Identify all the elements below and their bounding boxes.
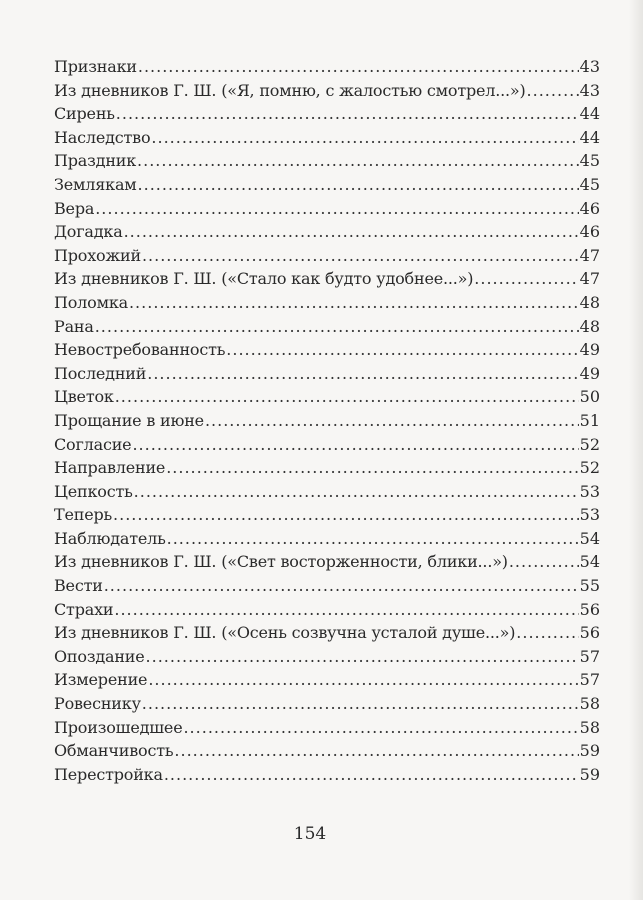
toc-entry-page: 59	[579, 764, 600, 784]
toc-entry	[54, 480, 600, 504]
toc-entry-page: 59	[579, 741, 600, 761]
toc-entry	[54, 621, 600, 645]
dot-leader	[527, 79, 579, 103]
toc-entry-page: 57	[579, 646, 600, 666]
toc-entry-title: Землякам	[54, 174, 137, 194]
toc-entry-page: 53	[579, 481, 600, 501]
toc-entry-title: Ровеснику	[54, 694, 141, 714]
toc-entry-title: Наследство	[54, 127, 151, 147]
toc-entry-page: 49	[579, 340, 600, 360]
dot-leader	[113, 503, 579, 527]
toc-entry-title: Прохожий	[54, 245, 141, 265]
toc-entry-page: 56	[579, 623, 600, 643]
dot-leader	[183, 716, 578, 740]
toc-entry-page: 58	[579, 717, 600, 737]
toc-entry	[54, 244, 600, 268]
toc-entry	[54, 433, 600, 457]
toc-entry	[54, 763, 600, 787]
toc-entry-page: 57	[579, 670, 600, 690]
toc-entry	[54, 197, 600, 221]
toc-entry-title: Из дневников Г. Ш. («Свет восторженности, блики...»)	[54, 552, 508, 572]
toc-entry-title: Направление	[54, 458, 166, 478]
toc-entry-title: Цепкость	[54, 481, 133, 501]
dot-leader	[95, 315, 579, 339]
toc-entry-title: Вера	[54, 198, 95, 218]
toc-entry-page: 48	[579, 316, 600, 336]
toc-entry	[54, 173, 600, 197]
toc-entry-title: Невостребованность	[54, 340, 226, 360]
toc-entry-title: Теперь	[54, 505, 113, 525]
toc-entry	[54, 716, 600, 740]
toc-entry-page: 51	[579, 410, 600, 430]
dot-leader	[142, 244, 579, 268]
dot-leader	[205, 409, 579, 433]
toc-entry-page: 54	[579, 552, 600, 572]
dot-leader	[516, 621, 578, 645]
table-of-contents	[54, 55, 600, 786]
toc-entry-page: 49	[579, 363, 600, 383]
toc-entry-page: 47	[579, 245, 600, 265]
toc-entry-title: Страхи	[54, 599, 114, 619]
dot-leader	[142, 692, 579, 716]
toc-entry-page: 52	[579, 458, 600, 478]
toc-entry	[54, 315, 600, 339]
toc-entry-page: 44	[579, 127, 600, 147]
toc-entry-title: Перестройка	[54, 764, 163, 784]
toc-entry-title: Последний	[54, 363, 147, 383]
toc-entry	[54, 645, 600, 669]
toc-entry-title: Из дневников Г. Ш. («Стало как будто удобнее...»)	[54, 269, 474, 289]
toc-entry-title: Опоздание	[54, 646, 145, 666]
toc-entry-page: 46	[579, 198, 600, 218]
toc-entry	[54, 126, 600, 150]
toc-entry-title: Из дневников Г. Ш. («Я, помню, с жалостью смотрел...»)	[54, 80, 526, 100]
toc-entry-page: 47	[579, 269, 600, 289]
toc-entry-page: 58	[579, 694, 600, 714]
toc-entry-title: Поломка	[54, 292, 128, 312]
dot-leader	[95, 197, 578, 221]
dot-leader	[166, 456, 578, 480]
dot-leader	[147, 362, 578, 386]
dot-leader	[134, 480, 579, 504]
toc-entry	[54, 527, 600, 551]
toc-entry	[54, 149, 600, 173]
toc-entry-page: 45	[579, 174, 600, 194]
toc-entry-title: Признаки	[54, 57, 137, 76]
toc-entry	[54, 55, 600, 79]
dot-leader	[129, 291, 579, 315]
dot-leader	[137, 149, 579, 173]
toc-entry-page: 48	[579, 292, 600, 312]
toc-entry	[54, 503, 600, 527]
toc-entry-page: 52	[579, 434, 600, 454]
dot-leader	[115, 385, 579, 409]
dot-leader	[509, 550, 579, 574]
toc-entry-title: Из дневников Г. Ш. («Осень созвучна усталой душе...»)	[54, 623, 516, 643]
toc-entry-page: 44	[579, 104, 600, 124]
toc-entry-title: Прощание в июне	[54, 410, 204, 430]
dot-leader	[148, 668, 578, 692]
toc-entry-title: Вести	[54, 576, 103, 596]
toc-entry	[54, 220, 600, 244]
toc-entry	[54, 739, 600, 763]
dot-leader	[138, 173, 579, 197]
toc-entry-title: Наблюдатель	[54, 528, 166, 548]
toc-entry-title: Обманчивость	[54, 741, 174, 761]
toc-entry-title: Произошедшее	[54, 717, 183, 737]
dot-leader	[167, 527, 579, 551]
toc-entry-page: 43	[579, 57, 600, 76]
dot-leader	[164, 763, 579, 787]
toc-entry	[54, 291, 600, 315]
toc-entry-page: 56	[579, 599, 600, 619]
toc-entry-title: Праздник	[54, 151, 137, 171]
dot-leader	[146, 645, 579, 669]
toc-entry	[54, 102, 600, 126]
toc-entry	[54, 550, 600, 574]
dot-leader	[104, 574, 579, 598]
toc-entry	[54, 668, 600, 692]
toc-entry	[54, 598, 600, 622]
page-number: 154	[293, 824, 327, 844]
toc-entry-title: Сирень	[54, 104, 115, 124]
dot-leader	[132, 433, 578, 457]
dot-leader	[474, 267, 578, 291]
toc-entry-title: Цветок	[54, 387, 114, 407]
toc-entry	[54, 409, 600, 433]
toc-entry	[54, 79, 600, 103]
toc-entry-title: Измерение	[54, 670, 148, 690]
dot-leader	[116, 102, 579, 126]
dot-leader	[138, 55, 579, 79]
toc-entry-page: 54	[579, 528, 600, 548]
page-edge-shadow	[629, 0, 643, 900]
toc-entry-title: Согласие	[54, 434, 132, 454]
toc-entry	[54, 385, 600, 409]
toc-entry-page: 53	[579, 505, 600, 525]
dot-leader	[226, 338, 578, 362]
toc-entry-page: 45	[579, 151, 600, 171]
toc-entry	[54, 338, 600, 362]
toc-entry	[54, 267, 600, 291]
toc-entry	[54, 362, 600, 386]
toc-entry-title: Догадка	[54, 222, 123, 242]
toc-entry-page: 50	[579, 387, 600, 407]
toc-entry-title: Рана	[54, 316, 94, 336]
toc-entry-page: 46	[579, 222, 600, 242]
dot-leader	[174, 739, 578, 763]
dot-leader	[151, 126, 578, 150]
toc-entry	[54, 456, 600, 480]
toc-entry-page: 43	[579, 80, 600, 100]
dot-leader	[114, 598, 578, 622]
dot-leader	[124, 220, 579, 244]
toc-entry-page: 55	[579, 576, 600, 596]
toc-entry	[54, 574, 600, 598]
toc-entry	[54, 692, 600, 716]
